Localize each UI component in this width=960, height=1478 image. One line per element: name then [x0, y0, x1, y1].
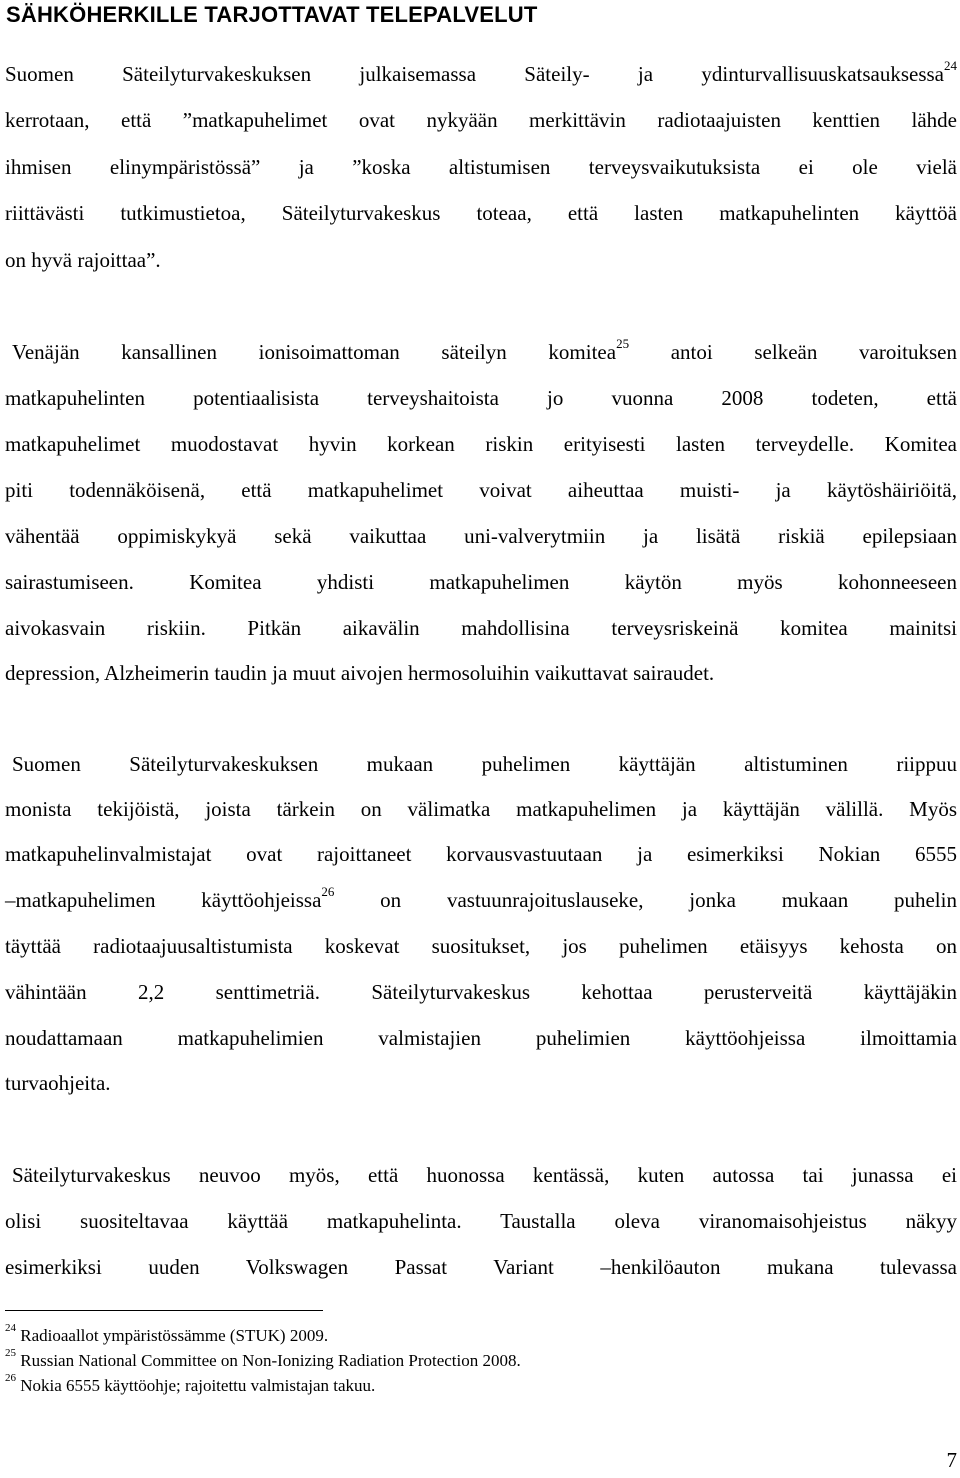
footnote-text: Russian National Committee on Non-Ionizing Radiation Protection 2008.	[20, 1351, 521, 1370]
paragraph-2-line-4: piti todennäköisenä, että matkapuhelimet voivat aiheuttaa muisti- ja käytöshäiriöitä,	[5, 478, 957, 502]
paragraph-3-line-6: vähintään 2,2 senttimetriä. Säteilyturvakeskus kehottaa perusterveitä käyttäjäkin	[5, 980, 957, 1004]
paragraph-2-line-2: matkapuhelinten potentiaalisista terveyshaitoista jo vuonna 2008 todeten, että	[5, 386, 957, 410]
paragraph-1-line-1	[5, 60, 957, 88]
paragraph-2-line-7: aivokasvain riskiin. Pitkän aikavälin mahdollisina terveysriskeinä komitea mainitsi	[5, 616, 957, 640]
paragraph-3-line-5: täyttää radiotaajuusaltistumista koskevat suositukset, jos puhelimen etäisyys kehosta on	[5, 934, 957, 958]
page-number: 7	[946, 1448, 957, 1472]
text-segment: antoi selkeän varoituksen	[629, 340, 957, 364]
text-segment: Venäjän kansallinen ionisoimattoman säteilyn komitea	[12, 340, 617, 364]
footnote-number: 26	[5, 1372, 16, 1385]
section-heading: SÄHKÖHERKILLE TARJOTTAVAT TELEPALVELUT	[6, 2, 538, 27]
paragraph-1-line-5: on hyvä rajoittaa”.	[5, 248, 161, 272]
paragraph-2-line-1	[12, 338, 957, 366]
footnote-ref-24: 24	[944, 58, 957, 73]
text-segment: –matkapuhelimen käyttöohjeissa	[5, 888, 322, 912]
footnote-text: Nokia 6555 käyttöohje; rajoitettu valmistajan takuu.	[20, 1376, 376, 1395]
text-segment: Suomen Säteilyturvakeskuksen julkaisemassa Säteily- ja ydinturvallisuuskatsauksessa	[5, 62, 944, 86]
footnote-ref-25: 25	[616, 336, 630, 351]
footnote-24	[5, 1322, 329, 1347]
footnote-separator	[5, 1310, 323, 1311]
footnote-ref-26: 26	[321, 884, 335, 899]
paragraph-2-line-6: sairastumiseen. Komitea yhdisti matkapuhelimen käytön myös kohonneeseen	[5, 570, 957, 594]
paragraph-3-line-7: noudattamaan matkapuhelimien valmistajien puhelimien käyttöohjeissa ilmoittamia	[5, 1026, 957, 1050]
paragraph-4-line-2: olisi suositeltavaa käyttää matkapuhelinta. Taustalla oleva viranomaisohjeistus näkyy	[5, 1209, 957, 1233]
footnote-number: 25	[5, 1347, 16, 1360]
paragraph-1-line-3: ihmisen elinympäristössä” ja ”koska altistumisen terveysvaikutuksista ei ole vielä	[5, 155, 957, 179]
paragraph-3-line-3: matkapuhelinvalmistajat ovat rajoittaneet korvausvastuutaan ja esimerkiksi Nokian 6555	[5, 842, 957, 866]
paragraph-3-line-1: Suomen Säteilyturvakeskuksen mukaan puhelimen käyttäjän altistuminen riippuu	[12, 752, 957, 776]
paragraph-3-line-8: turvaohjeita.	[5, 1071, 111, 1095]
footnote-number: 24	[5, 1322, 16, 1335]
footnote-25	[5, 1347, 521, 1372]
footnote-text: Radioaallot ympäristössämme (STUK) 2009.	[20, 1326, 329, 1345]
text-segment: on vastuunrajoituslauseke, jonka mukaan puhelin	[334, 888, 957, 912]
paragraph-3-line-2: monista tekijöistä, joista tärkein on välimatka matkapuhelimen ja käyttäjän välillä. Myös	[5, 797, 957, 821]
paragraph-1-line-2: kerrotaan, että ”matkapuhelimet ovat nykyään merkittävin radiotaajuisten kenttien lähde	[5, 108, 957, 132]
paragraph-2-line-8: depression, Alzheimerin taudin ja muut aivojen hermosoluihin vaikuttavat sairaudet.	[5, 661, 715, 685]
paragraph-4-line-1: Säteilyturvakeskus neuvoo myös, että huonossa kentässä, kuten autossa tai junassa ei	[12, 1163, 957, 1187]
paragraph-2-line-3: matkapuhelimet muodostavat hyvin korkean riskin erityisesti lasten terveydelle. Komitea	[5, 432, 957, 456]
paragraph-4-line-3: esimerkiksi uuden Volkswagen Passat Variant –henkilöauton mukana tulevassa	[5, 1255, 957, 1279]
footnote-26	[5, 1372, 376, 1397]
paragraph-3-line-4	[5, 886, 957, 914]
paragraph-2-line-5: vähentää oppimiskykyä sekä vaikuttaa uni-valverytmiin ja lisätä riskiä epilepsiaan	[5, 524, 957, 548]
paragraph-1-line-4: riittävästi tutkimustietoa, Säteilyturvakeskus toteaa, että lasten matkapuhelinten käyttöä	[5, 201, 957, 225]
